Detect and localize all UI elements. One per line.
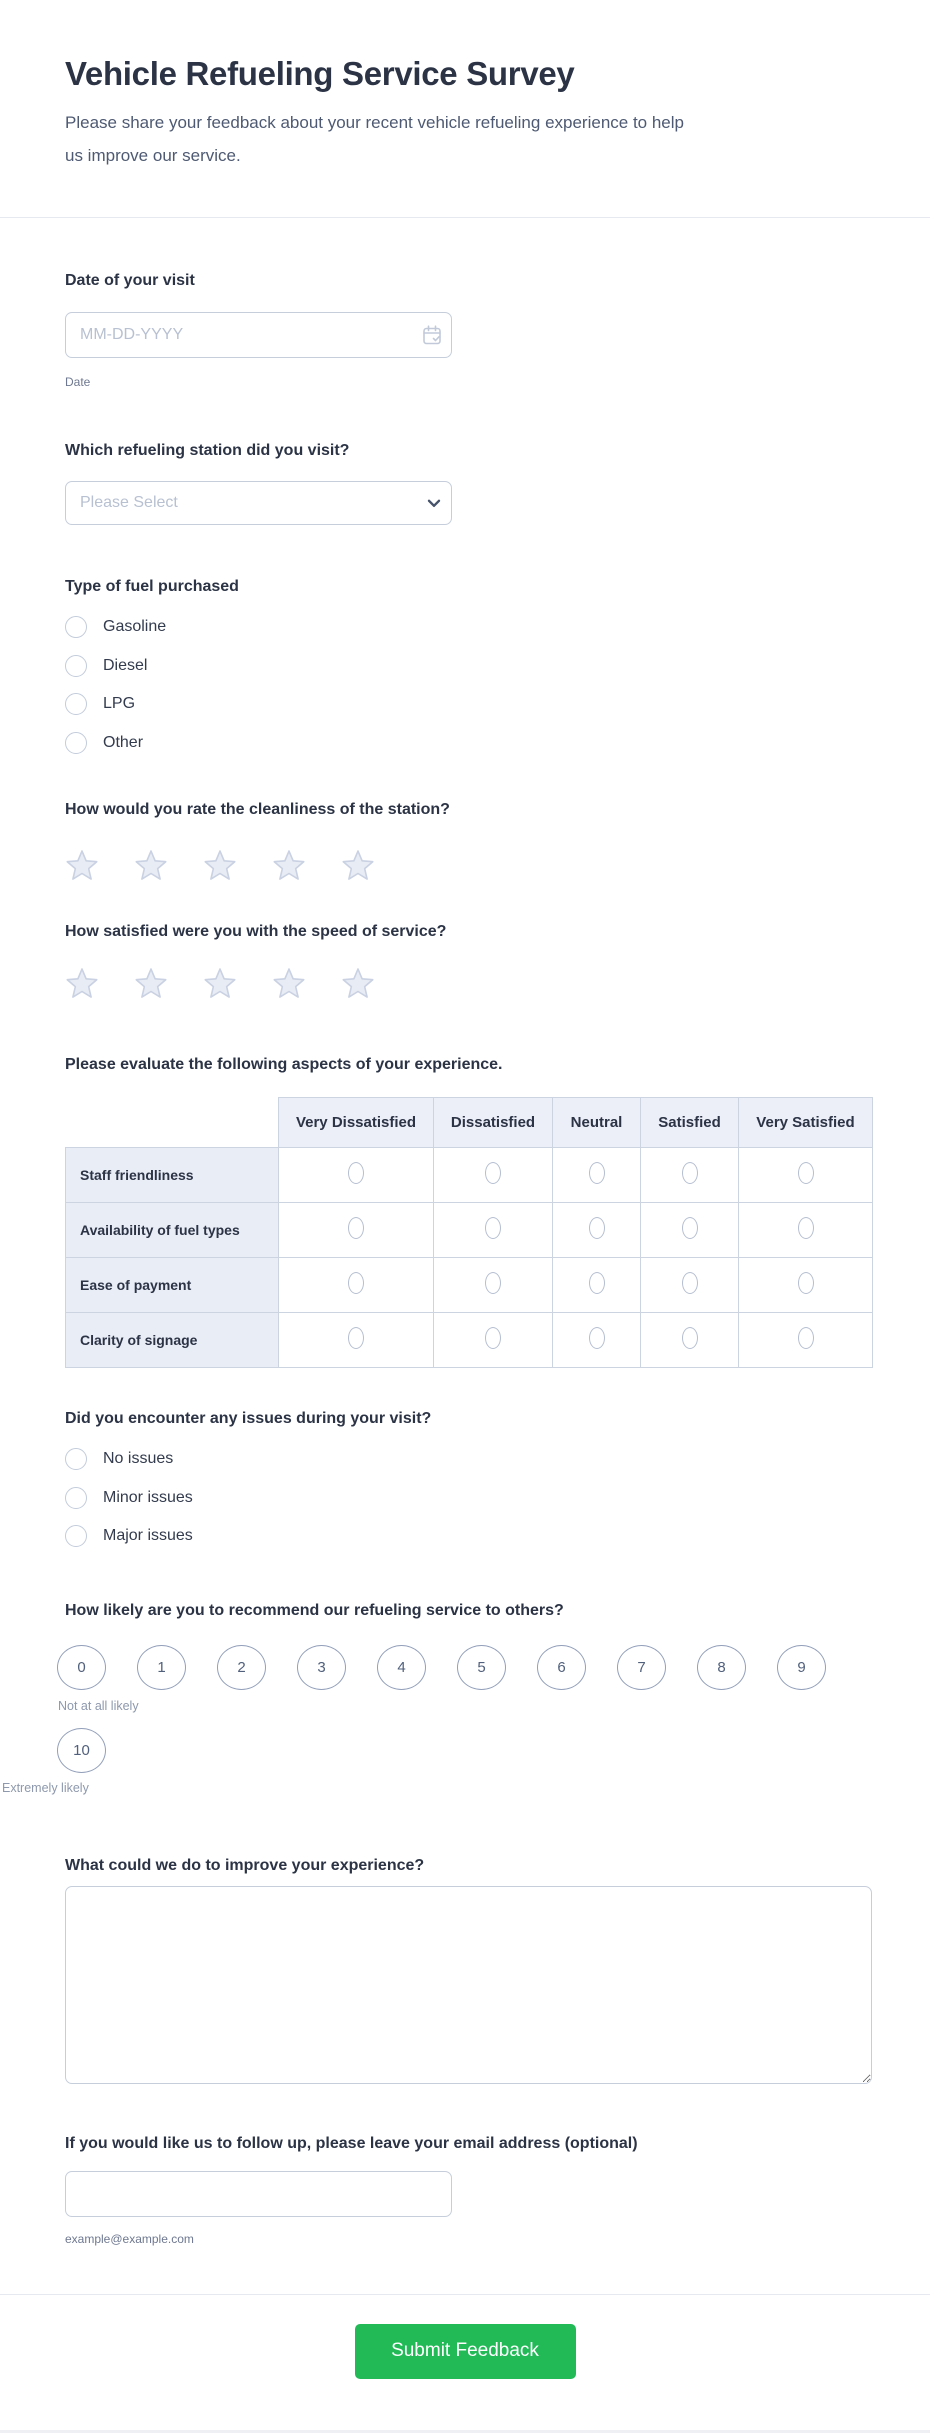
page-subtitle-line1: Please share your feedback about your recent vehicle refueling experience to help [65,113,684,132]
page-subtitle [65,106,855,172]
star-icon[interactable] [134,967,168,1001]
radio-circle[interactable] [65,616,87,638]
nps-option-0[interactable]: 0 [57,1645,106,1690]
nps-option-8[interactable]: 8 [697,1645,746,1690]
star-icon[interactable] [203,849,237,883]
matrix-cell [739,1258,873,1313]
matrix-row-label: Staff friendliness [66,1148,279,1203]
star-icon[interactable] [134,849,168,883]
nps-option-10[interactable]: 10 [57,1728,106,1773]
matrix-column-header: Neutral [553,1098,641,1148]
star-icon[interactable] [65,849,99,883]
matrix-radio[interactable] [682,1162,698,1184]
star-icon[interactable] [341,967,375,1001]
matrix-cell [279,1313,434,1368]
question-date [65,271,872,390]
question-improve [65,1856,872,2084]
email-field[interactable] [65,2171,452,2217]
nps-option-9[interactable]: 9 [777,1645,826,1690]
email-sublabel: example@example.com [65,2231,194,2246]
matrix-column-header: Very Dissatisfied [279,1098,434,1148]
radio-option-label: No issues [103,1450,174,1468]
star-icon[interactable] [272,849,306,883]
matrix-cell [739,1148,873,1203]
radio-option-no-issues[interactable] [65,1440,872,1479]
form-footer [0,2295,930,2379]
radio-circle[interactable] [65,732,87,754]
nps-option-5[interactable]: 5 [457,1645,506,1690]
speed-star-rating [65,967,872,1001]
matrix-cell [641,1313,739,1368]
radio-circle[interactable] [65,1525,87,1547]
star-icon[interactable] [203,967,237,1001]
star-icon[interactable] [272,967,306,1001]
matrix-cell [739,1203,873,1258]
station-selected-value: Please Select [80,494,178,511]
matrix-column-header: Dissatisfied [434,1098,553,1148]
question-matrix [65,1055,872,1368]
matrix-radio[interactable] [798,1327,814,1349]
question-cleanliness [65,800,872,883]
radio-circle[interactable] [65,1448,87,1470]
star-icon[interactable] [341,849,375,883]
nps-option-7[interactable]: 7 [617,1645,666,1690]
radio-option-gasoline[interactable] [65,608,872,647]
station-label: Which refueling station did you visit? [65,442,350,459]
radio-option-lpg[interactable] [65,685,872,724]
page-subtitle-line2: us improve our service. [65,146,241,165]
radio-option-label: Other [103,733,144,751]
cleanliness-label: How would you rate the cleanliness of the station? [65,801,450,818]
matrix-cell [553,1148,641,1203]
improve-label: What could we do to improve your experience? [65,1856,425,1874]
matrix-row-label: Availability of fuel types [66,1203,279,1258]
matrix-cell [553,1203,641,1258]
matrix-row [66,1203,873,1258]
cleanliness-star-rating [65,849,872,883]
issues-label: Did you encounter any issues during your visit? [65,1410,432,1427]
question-station [65,441,872,525]
calendar-icon[interactable] [421,324,443,346]
header-divider [0,217,930,218]
radio-circle[interactable] [65,693,87,715]
question-issues [65,1409,872,1556]
radio-option-other[interactable] [65,724,872,763]
chevron-down-icon[interactable] [425,494,443,512]
star-icon[interactable] [65,967,99,1001]
matrix-radio[interactable] [798,1272,814,1294]
matrix-column-header: Very Satisfied [739,1098,873,1148]
matrix-row-label: Clarity of signage [66,1313,279,1368]
matrix-cell [641,1258,739,1313]
matrix-radio[interactable] [485,1272,501,1294]
matrix-radio[interactable] [348,1162,364,1184]
page-bottom-edge [0,2430,930,2433]
page-title: Vehicle Refueling Service Survey [65,55,575,92]
date-placeholder: MM-DD-YYYY [80,326,184,343]
nps-label: How likely are you to recommend our refueling service to others? [65,1601,564,1619]
nps-option-6[interactable]: 6 [537,1645,586,1690]
matrix-row [66,1313,873,1368]
matrix-cell [641,1148,739,1203]
radio-option-minor-issues[interactable] [65,1479,872,1518]
date-sublabel: Date [65,375,91,389]
matrix-radio[interactable] [485,1327,501,1349]
matrix-radio[interactable] [348,1327,364,1349]
matrix-cell [434,1203,553,1258]
matrix-radio[interactable] [589,1162,605,1184]
question-nps [2,1601,872,1796]
matrix-cell [279,1148,434,1203]
form-header [0,0,930,172]
matrix-radio[interactable] [589,1217,605,1239]
radio-circle[interactable] [65,655,87,677]
fuel-type-label: Type of fuel purchased [65,578,239,595]
nps-option-2[interactable]: 2 [217,1645,266,1690]
matrix-radio[interactable] [348,1272,364,1294]
matrix-cell [434,1148,553,1203]
nps-option-4[interactable]: 4 [377,1645,426,1690]
matrix-row [66,1258,873,1313]
radio-option-label: Minor issues [103,1488,193,1506]
radio-circle[interactable] [65,1487,87,1509]
radio-option-label: LPG [103,695,136,713]
matrix-cell [641,1203,739,1258]
matrix-row-label: Ease of payment [66,1258,279,1313]
matrix-corner-cell [66,1098,279,1148]
matrix-column-header: Satisfied [641,1098,739,1148]
matrix-cell [739,1313,873,1368]
nps-high-label: Extremely likely [2,1780,89,1795]
matrix-table [65,1097,873,1368]
radio-option-major-issues[interactable] [65,1517,872,1556]
submit-feedback-button[interactable]: Submit Feedback [355,2324,576,2379]
speed-label: How satisfied were you with the speed of service? [65,923,447,940]
matrix-radio[interactable] [682,1217,698,1239]
radio-option-diesel[interactable] [65,647,872,686]
nps-option-1[interactable]: 1 [137,1645,186,1690]
matrix-radio[interactable] [682,1272,698,1294]
matrix-row [66,1148,873,1203]
survey-form [0,271,930,2247]
matrix-cell [279,1258,434,1313]
date-input[interactable] [65,312,452,358]
matrix-cell [279,1203,434,1258]
nps-option-3[interactable]: 3 [297,1645,346,1690]
matrix-label: Please evaluate the following aspects of your experience. [65,1056,503,1073]
question-fuel-type [65,577,872,762]
matrix-cell [434,1313,553,1368]
matrix-cell [434,1258,553,1313]
matrix-radio[interactable] [682,1327,698,1349]
station-select[interactable] [65,481,452,525]
matrix-cell [553,1313,641,1368]
matrix-radio[interactable] [485,1162,501,1184]
matrix-radio[interactable] [589,1272,605,1294]
radio-option-label: Diesel [103,656,148,674]
matrix-radio[interactable] [348,1217,364,1239]
matrix-cell [553,1258,641,1313]
fuel-type-options [65,608,872,762]
issues-options [65,1440,872,1556]
matrix-radio[interactable] [798,1217,814,1239]
date-label: Date of your visit [65,272,195,289]
question-email [65,2134,872,2247]
radio-option-label: Major issues [103,1527,193,1545]
nps-scale-row [57,1645,872,1690]
matrix-radio[interactable] [798,1162,814,1184]
radio-option-label: Gasoline [103,618,167,636]
matrix-radio[interactable] [589,1327,605,1349]
nps-low-label: Not at all likely [58,1698,139,1713]
question-speed [65,922,872,1001]
email-label: If you would like us to follow up, please leave your email address (optional) [65,2134,638,2152]
improve-textarea[interactable] [65,1886,872,2084]
matrix-radio[interactable] [485,1217,501,1239]
